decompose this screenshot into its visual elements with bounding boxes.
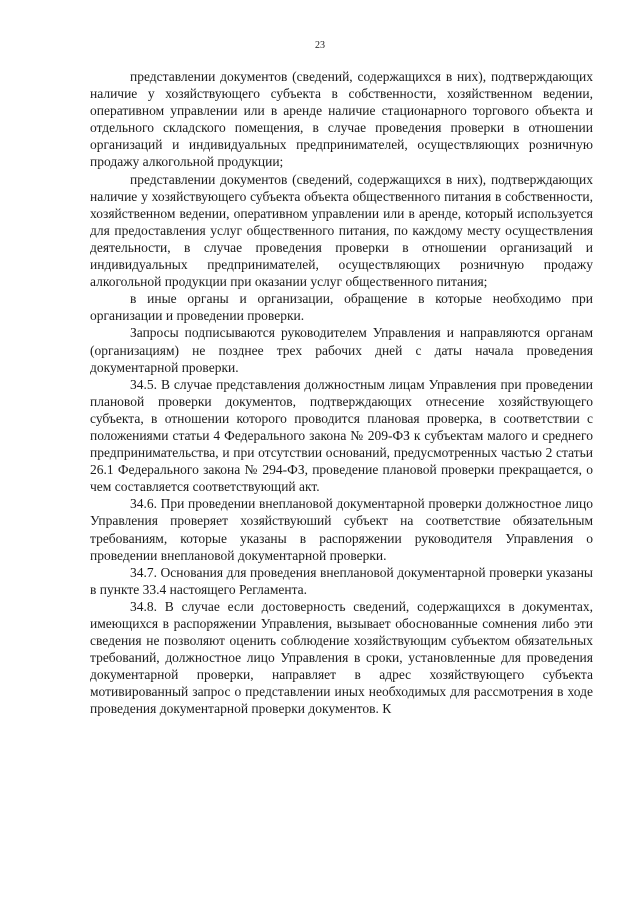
- paragraph-documents-trade-premises: представлении документов (сведений, содержащихся в них), подтверждающих наличие у хозяйствующего субъекта в собственности, хозяйственном ведении, оперативном управлении или в аренде наличие стационарного торгового объекта и отдельного складского помещения, в случае проведения проверки в отношении организаций и индивидуальных предпринимателей, осуществляющих розничную продажу алкогольной продукции;: [90, 69, 593, 170]
- document-body: [90, 68, 593, 718]
- paragraph-other-bodies: в иные органы и организации, обращение в которые необходимо при организации и проведении проверки.: [90, 291, 593, 324]
- paragraph-documents-catering: представлении документов (сведений, содержащихся в них), подтверждающих наличие у хозяйствующего субъекта объекта общественного питания в собственности, хозяйственном ведении, оперативном управлении или в аренде, который используется для предоставления услуг общественного питания, по каждому месту осуществления деятельности, в случае проведения проверки в отношении организаций и индивидуальных предпринимателей, осуществляющих розничную продажу алкогольной продукции при оказании услуг общественного питания;: [90, 171, 593, 290]
- paragraph-34-5: 34.5. В случае представления должностным лицам Управления при проведении плановой проверки документов, подтверждающих отнесение хозяйствующего субъекта, в отношении которого проводится плановая проверка, в соответствии с положениями статьи 4 Федерального закона № 209-ФЗ к субъектам малого и среднего предпринимательства, и при отсутствии оснований, предусмотренных частью 2 статьи 26.1 Федерального закона № 294-ФЗ, проведение плановой проверки прекращается, о чем составляется соответствующий акт.: [90, 376, 593, 495]
- paragraph-34-7: 34.7. Основания для проведения внеплановой документарной проверки указаны в пункте 33.4 настоящего Регламента.: [90, 564, 593, 597]
- paragraph-34-6: 34.6. При проведении внеплановой документарной проверки должностное лицо Управления проверяет хозяйствуюший субъект на соответствие обязательным требованиям, которые указаны в распоряжении руководителя Управления о проведении внеплановой документарной проверки.: [90, 496, 593, 563]
- paragraph-34-8: 34.8. В случае если достоверность сведений, содержащихся в документах, имеющихся в распоряжении Управления, вызывает обоснованные сомнения либо эти сведения не позволяют оценить соблюдение хозяйствующим субъектом обязательных требований, должностное лицо Управления в сроки, установленные для проведения документарной проверки, направляет в адрес хозяйствующего субъекта мотивированный запрос о представлении иных необходимых для рассмотрения в ходе проведения документарной проверки документов. К: [90, 598, 593, 717]
- paragraph-requests-signed: Запросы подписываются руководителем Управления и направляются органам (организациям) не позднее трех рабочих дней с даты начала проведения документарной проверки.: [90, 325, 593, 375]
- page-number: 23: [315, 40, 325, 51]
